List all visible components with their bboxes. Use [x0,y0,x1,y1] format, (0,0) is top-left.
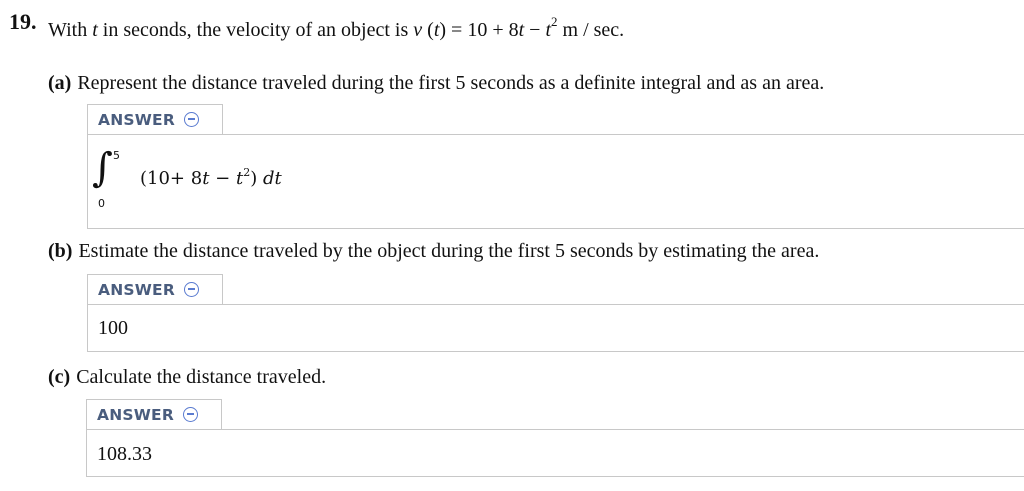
formula-units: m / sec. [562,19,625,41]
integrand-close: ) [250,168,258,189]
formula-rhs: = 10 + 8 [451,19,519,41]
part-a-question [48,72,824,95]
part-c-answer-box [86,429,1024,477]
formula-paren-close: ) [439,19,447,41]
formula-t: t [433,19,440,41]
integrand-t: t [202,168,210,189]
integrand-t2: t [235,168,244,189]
minus-circle-icon[interactable] [184,282,199,297]
answer-tab-label: ANSWER [97,405,174,424]
integrand-minus: − [215,168,231,189]
part-c-label: (c) [48,366,71,388]
part-a-text: Represent the distance traveled during the first 5 seconds as a definite integral and as an area. [77,72,825,94]
formula-exponent: 2 [551,14,558,29]
part-c-answer-tab[interactable] [86,399,222,429]
integrand [140,168,282,189]
integrand-open: (10+ 8 [140,168,203,189]
part-b-answer-tab[interactable] [87,274,223,304]
part-a-label: (a) [48,72,72,94]
answer-tab-label: ANSWER [98,280,175,299]
integrand-exponent: 2 [243,166,251,179]
part-b-answer-value: 100 [98,317,128,339]
integral-lower-limit: 0 [98,197,105,210]
minus-circle-icon[interactable] [183,407,198,422]
part-b-label: (b) [48,240,73,262]
var-t: t [92,19,98,41]
part-c-answer-value: 108.33 [97,443,152,465]
integrand-differential: dt [262,168,282,189]
part-b-answer-box [87,304,1024,352]
integral-upper-limit: 5 [113,149,120,162]
formula-paren-open: ( [427,19,434,41]
part-b-text: Estimate the distance traveled by the object during the first 5 seconds by estimating the area. [78,240,820,262]
part-c-question [48,366,326,389]
minus-circle-icon[interactable] [184,112,199,127]
formula-t3: t [545,19,552,41]
part-b-question [48,240,819,263]
statement-middle: in seconds, the velocity of an object is [102,19,409,41]
statement-prefix: With [48,19,88,41]
part-c-text: Calculate the distance traveled. [76,366,327,388]
formula-minus: − [529,19,541,41]
integral-sign: ∫ [92,145,113,191]
problem-statement [48,14,625,42]
formula-t2: t [518,19,525,41]
part-a-answer-tab[interactable] [87,104,223,134]
question-number: 19. [9,9,37,34]
answer-tab-label: ANSWER [98,110,175,129]
velocity-symbol: v [413,19,423,41]
